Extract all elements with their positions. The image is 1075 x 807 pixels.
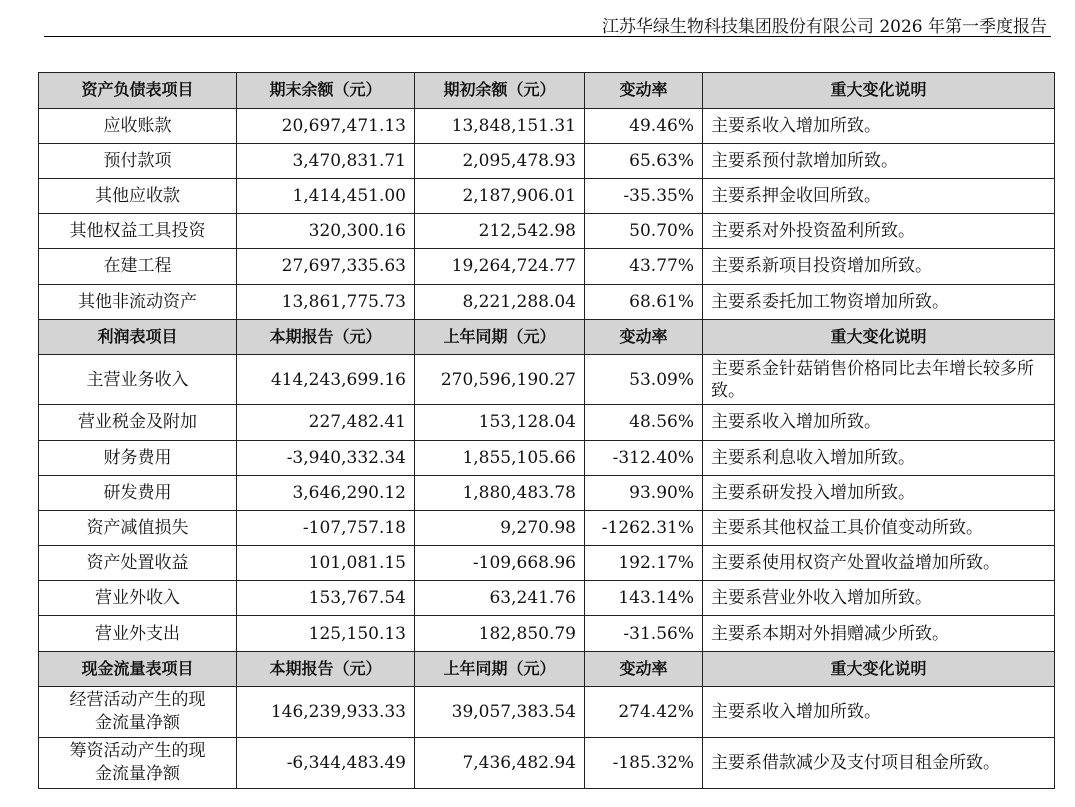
change-note: 主要系收入增加所致。 <box>703 108 1055 143</box>
amount-cell: 13,848,151.31 <box>415 108 585 143</box>
section-header-row <box>39 651 1055 687</box>
amount-cell: 1,414,451.00 <box>237 178 415 213</box>
amount-cell: -109,668.96 <box>415 546 585 581</box>
section-header-row <box>39 319 1055 355</box>
column-header: 重大变化说明 <box>703 73 1055 109</box>
amount-cell: 212,542.98 <box>415 214 585 249</box>
change-rate: 48.56% <box>585 405 703 440</box>
column-header: 本期报告（元） <box>237 651 415 687</box>
item-name: 在建工程 <box>39 249 237 284</box>
change-note: 主要系营业外收入增加所致。 <box>703 581 1055 616</box>
amount-cell: 320,300.16 <box>237 214 415 249</box>
change-rate: 65.63% <box>585 143 703 178</box>
item-name: 经营活动产生的现 金流量净额 <box>39 687 237 738</box>
change-rate: 49.46% <box>585 108 703 143</box>
table-row <box>39 440 1055 475</box>
table-row <box>39 475 1055 510</box>
change-rate: 53.09% <box>585 355 703 405</box>
table-row <box>39 249 1055 284</box>
item-name: 资产减值损失 <box>39 510 237 545</box>
item-name: 研发费用 <box>39 475 237 510</box>
column-header: 上年同期（元） <box>415 319 585 355</box>
change-note: 主要系新项目投资增加所致。 <box>703 249 1055 284</box>
table-row <box>39 738 1055 789</box>
amount-cell: 153,128.04 <box>415 405 585 440</box>
change-note: 主要系其他权益工具价值变动所致。 <box>703 510 1055 545</box>
item-name: 营业税金及附加 <box>39 405 237 440</box>
amount-cell: 227,482.41 <box>237 405 415 440</box>
table-row <box>39 143 1055 178</box>
amount-cell: 39,057,383.54 <box>415 687 585 738</box>
item-name: 营业外支出 <box>39 616 237 651</box>
item-name: 营业外收入 <box>39 581 237 616</box>
page-header <box>44 10 1051 37</box>
item-name: 其他非流动资产 <box>39 284 237 319</box>
amount-cell: 27,697,335.63 <box>237 249 415 284</box>
table-row <box>39 214 1055 249</box>
change-rate: -185.32% <box>585 738 703 789</box>
change-rate: 68.61% <box>585 284 703 319</box>
amount-cell: 19,264,724.77 <box>415 249 585 284</box>
item-name: 其他权益工具投资 <box>39 214 237 249</box>
item-name: 其他应收款 <box>39 178 237 213</box>
table-row <box>39 510 1055 545</box>
amount-cell: -6,344,483.49 <box>237 738 415 789</box>
amount-cell: 414,243,699.16 <box>237 355 415 405</box>
change-rate: 50.70% <box>585 214 703 249</box>
change-rate: -1262.31% <box>585 510 703 545</box>
change-note: 主要系委托加工物资增加所致。 <box>703 284 1055 319</box>
table-row <box>39 687 1055 738</box>
item-name: 财务费用 <box>39 440 237 475</box>
financial-changes-table <box>38 72 1055 789</box>
change-note: 主要系本期对外捐赠减少所致。 <box>703 616 1055 651</box>
column-header: 利润表项目 <box>39 319 237 355</box>
column-header: 资产负债表项目 <box>39 73 237 109</box>
table-row <box>39 355 1055 405</box>
amount-cell: 63,241.76 <box>415 581 585 616</box>
change-rate: 274.42% <box>585 687 703 738</box>
change-note: 主要系利息收入增加所致。 <box>703 440 1055 475</box>
amount-cell: 1,855,105.66 <box>415 440 585 475</box>
change-note: 主要系收入增加所致。 <box>703 405 1055 440</box>
column-header: 重大变化说明 <box>703 651 1055 687</box>
column-header: 上年同期（元） <box>415 651 585 687</box>
item-name: 主营业务收入 <box>39 355 237 405</box>
change-rate: 192.17% <box>585 546 703 581</box>
amount-cell: 125,150.13 <box>237 616 415 651</box>
change-note: 主要系预付款增加所致。 <box>703 143 1055 178</box>
change-note: 主要系借款减少及支付项目租金所致。 <box>703 738 1055 789</box>
column-header: 变动率 <box>585 319 703 355</box>
column-header: 现金流量表项目 <box>39 651 237 687</box>
change-note: 主要系收入增加所致。 <box>703 687 1055 738</box>
table-row <box>39 405 1055 440</box>
item-name: 预付款项 <box>39 143 237 178</box>
amount-cell: 2,095,478.93 <box>415 143 585 178</box>
item-name: 应收账款 <box>39 108 237 143</box>
change-note: 主要系使用权资产处置收益增加所致。 <box>703 546 1055 581</box>
column-header: 本期报告（元） <box>237 319 415 355</box>
amount-cell: -107,757.18 <box>237 510 415 545</box>
change-rate: -31.56% <box>585 616 703 651</box>
change-rate: 43.77% <box>585 249 703 284</box>
change-rate: 93.90% <box>585 475 703 510</box>
change-note: 主要系押金收回所致。 <box>703 178 1055 213</box>
amount-cell: 101,081.15 <box>237 546 415 581</box>
amount-cell: 13,861,775.73 <box>237 284 415 319</box>
amount-cell: 20,697,471.13 <box>237 108 415 143</box>
amount-cell: 182,850.79 <box>415 616 585 651</box>
table-row <box>39 178 1055 213</box>
amount-cell: 270,596,190.27 <box>415 355 585 405</box>
column-header: 重大变化说明 <box>703 319 1055 355</box>
change-note: 主要系金针菇销售价格同比去年增长较多所致。 <box>703 355 1055 405</box>
table-row <box>39 546 1055 581</box>
amount-cell: 1,880,483.78 <box>415 475 585 510</box>
section-header-row <box>39 73 1055 109</box>
change-note: 主要系对外投资盈利所致。 <box>703 214 1055 249</box>
item-name: 筹资活动产生的现 金流量净额 <box>39 738 237 789</box>
amount-cell: 146,239,933.33 <box>237 687 415 738</box>
amount-cell: 2,187,906.01 <box>415 178 585 213</box>
change-rate: 143.14% <box>585 581 703 616</box>
column-header: 变动率 <box>585 651 703 687</box>
table-row <box>39 284 1055 319</box>
change-rate: -312.40% <box>585 440 703 475</box>
column-header: 期初余额（元） <box>415 73 585 109</box>
table-row <box>39 616 1055 651</box>
amount-cell: 3,470,831.71 <box>237 143 415 178</box>
table-row <box>39 581 1055 616</box>
amount-cell: 8,221,288.04 <box>415 284 585 319</box>
amount-cell: 7,436,482.94 <box>415 738 585 789</box>
change-note: 主要系研发投入增加所致。 <box>703 475 1055 510</box>
amount-cell: 153,767.54 <box>237 581 415 616</box>
column-header: 期末余额（元） <box>237 73 415 109</box>
item-name: 资产处置收益 <box>39 546 237 581</box>
change-rate: -35.35% <box>585 178 703 213</box>
column-header: 变动率 <box>585 73 703 109</box>
amount-cell: 3,646,290.12 <box>237 475 415 510</box>
amount-cell: 9,270.98 <box>415 510 585 545</box>
amount-cell: -3,940,332.34 <box>237 440 415 475</box>
table-row <box>39 108 1055 143</box>
report-title: 江苏华绿生物科技集团股份有限公司 2026 年第一季度报告 <box>601 17 1047 37</box>
